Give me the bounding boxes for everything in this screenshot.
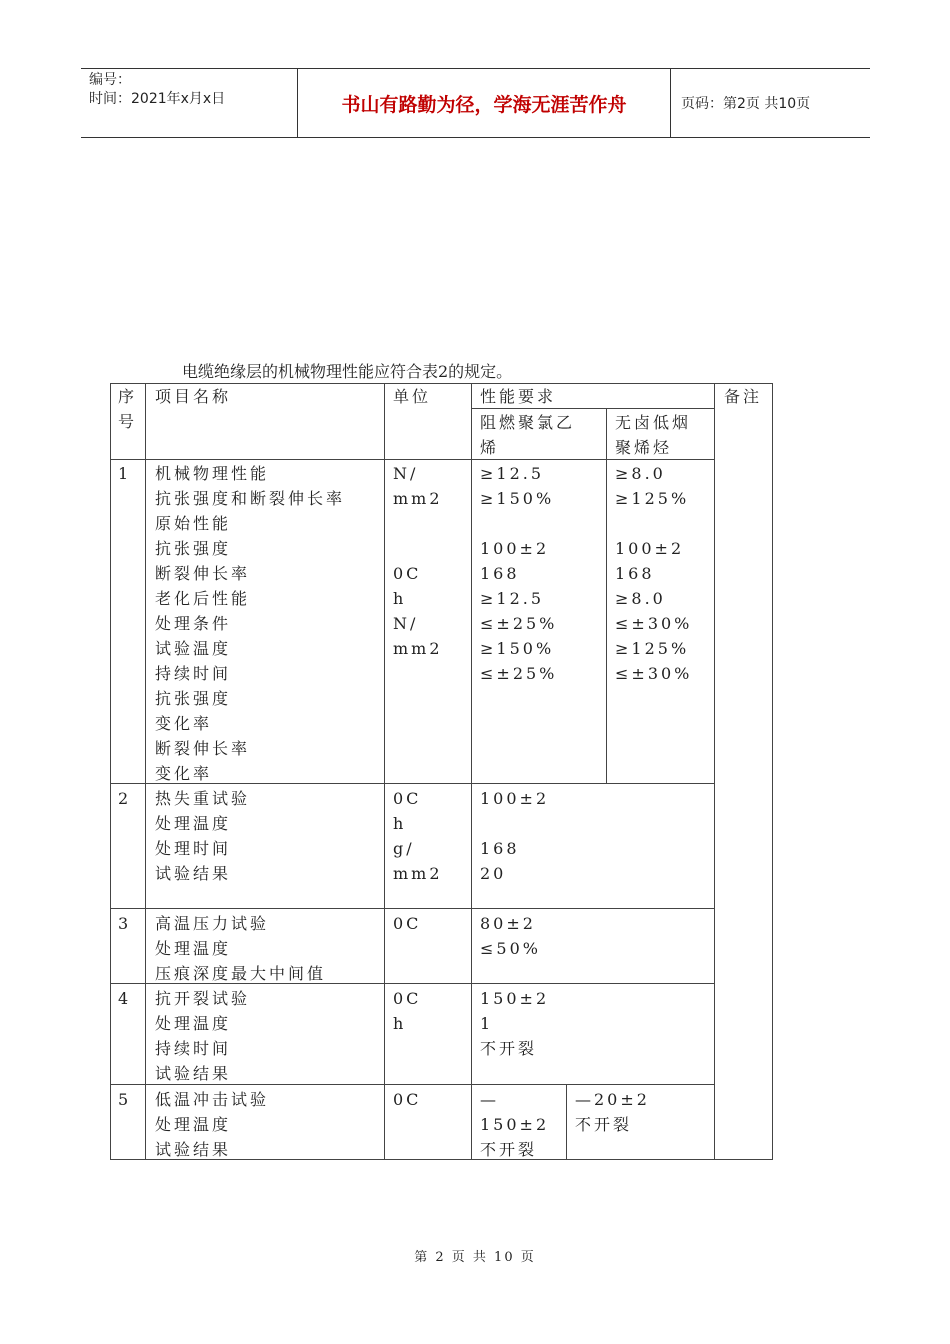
row1-unit: N/ mm2 0C h N/ mm2	[393, 464, 443, 658]
row4-name: 抗开裂试验 处理温度 持续时间 试验结果	[155, 989, 251, 1083]
header-unit: 单位	[393, 387, 432, 406]
row4-unit: 0C h	[393, 989, 422, 1033]
row2-name: 热失重试验 处理温度 处理时间 试验结果	[155, 789, 251, 883]
table-rule	[566, 1084, 567, 1160]
row2-seq: 2	[118, 789, 132, 808]
row5-pvc: — 150±2 不开裂	[480, 1090, 550, 1159]
header-lszh: 无卤低烟 聚烯烃	[615, 413, 692, 457]
row4-seq: 4	[118, 989, 132, 1008]
table-rule	[110, 908, 715, 909]
row1-seq: 1	[118, 464, 132, 483]
header-pvc: 阻燃聚氯乙 烯	[480, 413, 576, 457]
row3-perf: 80±2 ≤50%	[480, 914, 541, 958]
row5-unit: 0C	[393, 1090, 422, 1109]
table-rule	[110, 383, 111, 1160]
doc-number-label: 编号：	[89, 72, 131, 88]
table-rule	[772, 383, 773, 1160]
row5-lszh: —20±2 不开裂	[575, 1090, 650, 1134]
header-name: 项目名称	[155, 387, 232, 406]
row2-unit: 0C h g/ mm2	[393, 789, 443, 883]
intro-text: 电缆绝缘层的机械物理性能应符合表2的规定。	[182, 362, 513, 381]
row3-unit: 0C	[393, 914, 422, 933]
row2-perf: 100±2 168 20	[480, 789, 550, 883]
row3-name: 高温压力试验 处理温度 压痕深度最大中间值	[155, 914, 327, 983]
header-performance: 性能要求	[480, 387, 557, 406]
row5-name: 低温冲击试验 处理温度 试验结果	[155, 1090, 270, 1159]
header-note: 备注	[724, 387, 763, 406]
header-page-label: 页码：第2页 共10页	[681, 96, 811, 112]
header-motto: 书山有路勤为径，学海无涯苦作舟	[298, 69, 671, 137]
table-rule	[384, 383, 385, 1160]
row4-perf: 150±2 1 不开裂	[480, 989, 550, 1058]
row3-seq: 3	[118, 914, 132, 933]
doc-time-label: 时间：2021年x月x日	[89, 91, 226, 107]
table-rule	[606, 408, 607, 784]
table-rule	[714, 383, 715, 1160]
row1-pvc: ≥12.5 ≥150% 100±2 168 ≥12.5 ≤±25% ≥150% ≤±25%	[480, 464, 558, 683]
row5-seq: 5	[118, 1090, 132, 1109]
header-seq: 序 号	[118, 387, 138, 431]
row1-lszh: ≥8.0 ≥125% 100±2 168 ≥8.0 ≤±30% ≥125% ≤±30%	[615, 464, 693, 683]
table-rule	[471, 383, 472, 1160]
page-footer: 第 2 页 共 10 页	[414, 1250, 536, 1265]
table-rule	[145, 383, 146, 1160]
row1-name: 机械物理性能 抗张强度和断裂伸长率 原始性能 抗张强度 断裂伸长率 老化后性能 处理条件 试验温度 持续时间 抗张强度 变化率 断裂伸长率 变化率	[155, 464, 346, 783]
